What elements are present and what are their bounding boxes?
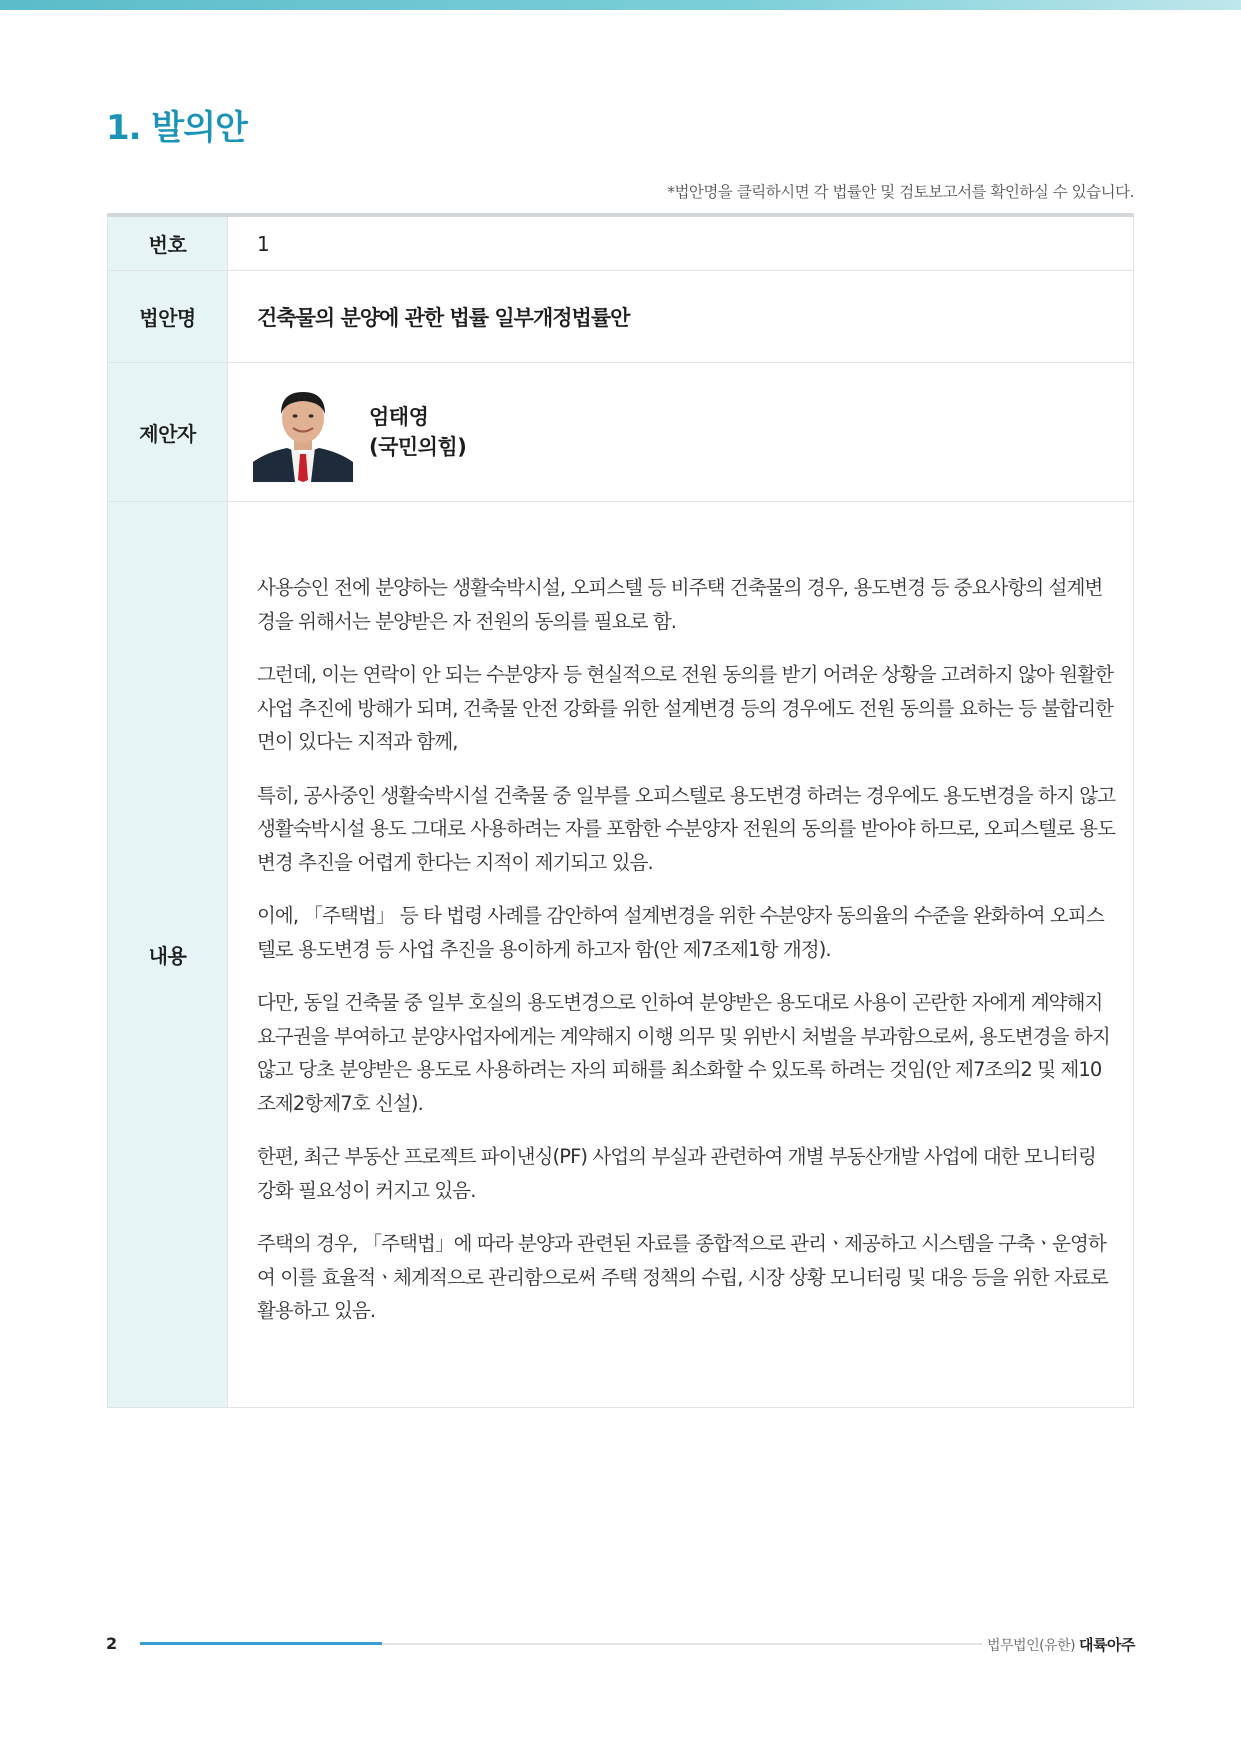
proposer-photo xyxy=(253,384,353,482)
content-label: 내용 xyxy=(108,502,227,1407)
content-paragraph: 한편, 최근 부동산 프로젝트 파이낸싱(PF) 사업의 부실과 관련하여 개별 부동산개발 사업에 대한 모니터링 강화 필요성이 커지고 있음. xyxy=(257,1145,1096,1202)
content-paragraphs xyxy=(257,571,1117,1348)
top-accent-bar xyxy=(0,0,1241,10)
table-row-proposer xyxy=(108,363,1133,502)
page-footer xyxy=(0,1630,1241,1660)
number-value: 1 xyxy=(227,217,1133,270)
table-row-content xyxy=(108,502,1133,1408)
content-paragraph: 그런데, 이는 연락이 안 되는 수분양자 등 현실적으로 전원 동의를 받기 어려운 상황을 고려하지 않아 원활한 사업 추진에 방해가 되며, 건축물 안전 강화를 위한 설계변경 등의 경우에도 전원 동의를 요하는 등 불합리한 면이 있다는 지적과 함께, xyxy=(257,663,1114,753)
page-number: 2 xyxy=(106,1634,118,1653)
content-paragraph: 특히, 공사중인 생활숙박시설 건축물 중 일부를 오피스텔로 용도변경 하려는 경우에도 용도변경을 하지 않고 생활숙박시설 용도 그대로 사용하려는 자를 포함한 수분양자 전원의 동의를 받아야 하므로, 오피스텔로 용도변경 추진을 어렵게 한다는 지적이 제기되고 있음. xyxy=(257,783,1116,874)
firm-name xyxy=(987,1634,1135,1655)
number-label: 번호 xyxy=(108,217,227,270)
content-paragraph: 다만, 동일 건축물 중 일부 호실의 용도변경으로 인하여 분양받은 용도대로 사용이 곤란한 자에게 계약해지 요구권을 부여하고 분양사업자에게는 계약해지 이행 의무 및 위반시 처벌을 부과함으로써, 용도변경을 하지 않고 당초 분양받은 용도로 사용하려는 자의 피해를 최소화할 수 있도록 하려는 것임(안 제7조의2 및 제10조제2항제7호 신설). xyxy=(257,991,1110,1115)
proposer-label: 제안자 xyxy=(108,363,227,501)
bill-name-link[interactable]: 건축물의 분양에 관한 법률 일부개정법률안 xyxy=(227,271,1133,362)
notice-text: *법안명을 클릭하시면 각 법률안 및 검토보고서를 확인하실 수 있습니다. xyxy=(667,183,1134,201)
proposer-name: 엄태영 xyxy=(369,405,429,429)
content-paragraph: 사용승인 전에 분양하는 생활숙박시설, 오피스텔 등 비주택 건축물의 경우, 용도변경 등 중요사항의 설계변경을 위해서는 분양받은 자 전원의 동의를 필요로 함. xyxy=(257,576,1103,633)
proposer-party: (국민의힘) xyxy=(369,435,467,459)
footer-divider-accent xyxy=(140,1642,382,1645)
bill-name-label: 법안명 xyxy=(108,271,227,362)
section-title: 1. 발의안 xyxy=(106,108,247,148)
table-row-number xyxy=(108,217,1133,271)
table-row-bill-name xyxy=(108,271,1133,363)
firm-prefix: 법무법인(유한) xyxy=(987,1638,1076,1654)
content-paragraph: 주택의 경우, 「주택법」에 따라 분양과 관련된 자료를 종합적으로 관리ㆍ제공하고 시스템을 구축ㆍ운영하여 이를 효율적ㆍ체계적으로 관리함으로써 주택 정책의 수립, 시장 상황 모니터링 및 대응 등을 위한 자료로 활용하고 있음. xyxy=(257,1232,1108,1322)
content-paragraph: 이에, 「주택법」 등 타 법령 사례를 감안하여 설계변경을 위한 수분양자 동의율의 수준을 완화하여 오피스텔로 용도변경 등 사업 추진을 용이하게 하고자 함(안 제7조제1항 개정). xyxy=(257,904,1104,961)
firm-name-bold: 대륙아주 xyxy=(1079,1636,1135,1654)
bill-table xyxy=(107,213,1134,1408)
